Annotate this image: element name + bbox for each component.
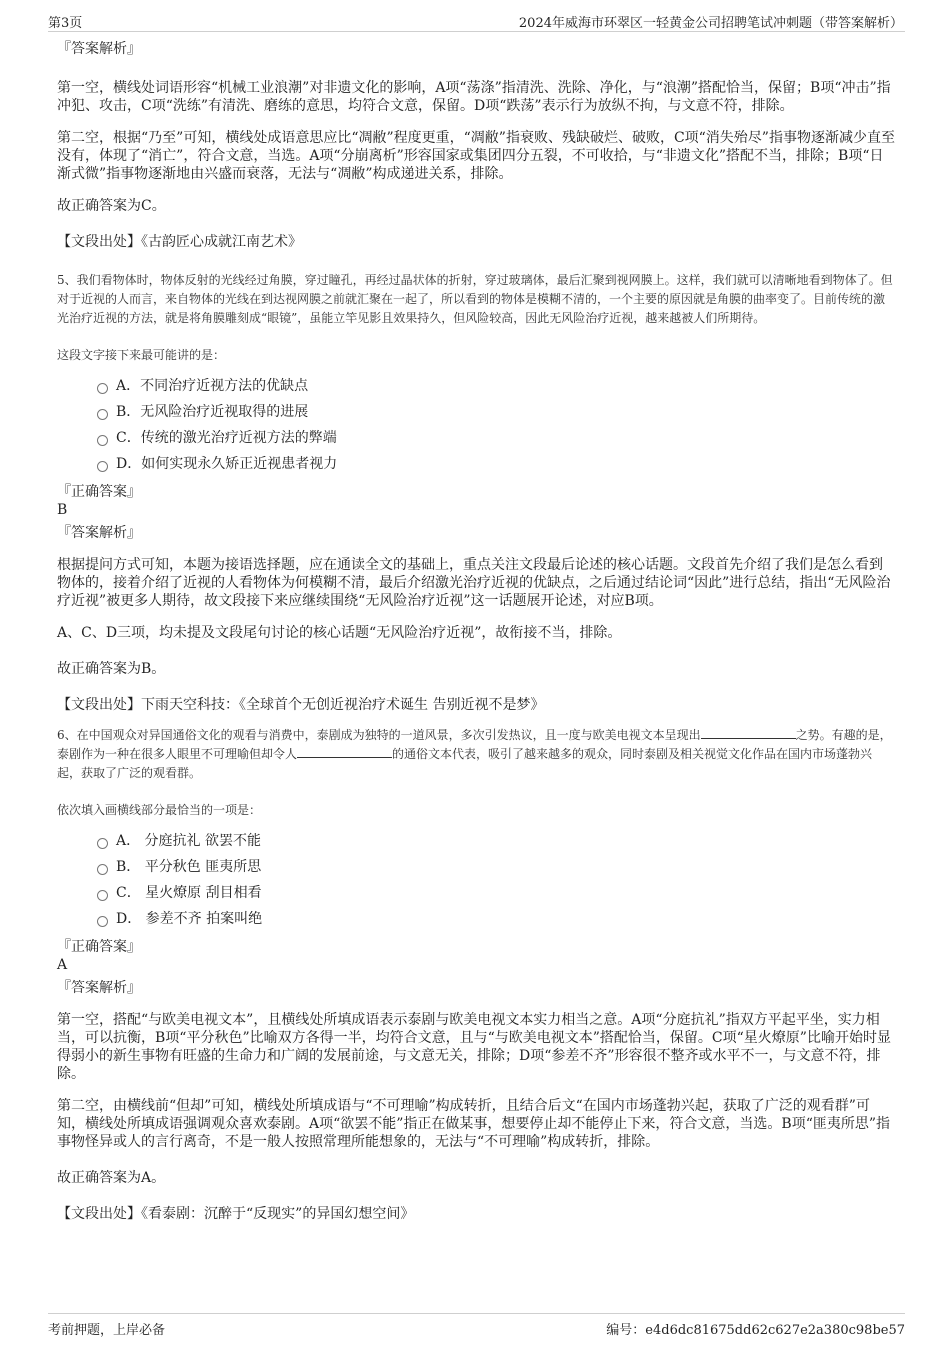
- question-prompt: 这段文字接下来最可能讲的是：: [57, 348, 226, 362]
- question-prompt: 依次填入画横线部分最恰当的一项是：: [57, 803, 262, 817]
- stem-text: 的通俗文本代表，吸引了越来越多的观众，同时泰剧及相关视觉文化作品在国内市场蓬勃兴起，获取了广泛的观看群。: [57, 747, 873, 780]
- option-c[interactable]: [97, 880, 895, 906]
- correct-answer-label: 『正确答案』: [57, 484, 141, 500]
- radio-button[interactable]: [97, 864, 108, 875]
- analysis-paragraph: 第一空，搭配“与欧美电视文本”，且横线处所填成语表示泰剧与欧美电视文本实力相当之意。A项“分庭抗礼”指双方平起平坐，实力相当，可以抗衡，B项“平分秋色”比喻双方各得一半，均符合文意，且与“与欧美电视文本”搭配恰当，保留。C项“星火燎原”比喻开始时显得弱小的新生事物有旺盛的生命力和广阔的发展前途，与文意无关，排除；D项“参差不齐”形容很不整齐或水平不一，与文意不符，排除。: [57, 1012, 891, 1082]
- option-a[interactable]: [97, 828, 895, 854]
- document-body: [57, 40, 895, 1237]
- question-stem: 5、我们看物体时，物体反射的光线经过角膜，穿过瞳孔，再经过晶状体的折射，穿过玻璃体，最后汇聚到视网膜上。这样，我们就可以清晰地看到物体了。但对于近视的人而言，来自物体的光线在到达视网膜之前就汇聚在一起了，所以看到的物体是模糊不清的，一个主要的原因就是角膜的曲率变了。目前传统的激光治疗近视的方法，就是将角膜雕刻成“眼镜”，虽能立竿见影且效果持久，但风险较高，因此无风险治疗近视，越来越被人们所期待。: [57, 273, 893, 325]
- page-number: 第3页: [48, 16, 83, 31]
- option-label: C． 星火燎原 刮目相看: [116, 885, 262, 901]
- header-divider: [48, 31, 905, 32]
- source-citation: 【文段出处】《看泰剧：沉醉于“反现实”的异国幻想空间》: [57, 1206, 415, 1222]
- stem-text: 之势。有趣的是，泰剧作为一种在很多人眼里不可理喻但却令人: [57, 728, 892, 761]
- option-list: [97, 373, 895, 477]
- analysis-paragraph: A、C、D三项，均未提及文段尾句讨论的核心话题“无风险治疗近视”，故衔接不当，排除。: [57, 625, 622, 641]
- option-d[interactable]: [97, 451, 895, 477]
- page-header: [0, 0, 950, 30]
- answer-conclusion: 故正确答案为C。: [57, 198, 166, 214]
- source-citation: 【文段出处】《古韵匠心成就江南艺术》: [57, 234, 302, 250]
- option-a[interactable]: [97, 373, 895, 399]
- radio-button[interactable]: [97, 383, 108, 394]
- radio-button[interactable]: [97, 409, 108, 420]
- analysis-paragraph: 第一空，横线处词语形容“机械工业浪潮”对非遗文化的影响，A项“荡涤”指清洗、洗除、净化，与“浪潮”搭配恰当，保留；B项“冲击”指冲犯、攻击，C项“洗练”有清洗、磨练的意思，均符合文意，保留。D项“跌荡”表示行为放纵不拘，与文意不符，排除。: [57, 80, 891, 114]
- option-label: C．传统的激光治疗近视方法的弊端: [116, 430, 337, 446]
- option-c[interactable]: [97, 425, 895, 451]
- radio-button[interactable]: [97, 435, 108, 446]
- document-title: 2024年威海市环翠区一轻黄金公司招聘笔试冲刺题（带答案解析）: [518, 16, 903, 31]
- document-id: 编号：e4d6dc81675dd62c627e2a380c98be57: [606, 1323, 905, 1338]
- analysis-label: 『答案解析』: [57, 980, 141, 996]
- footer-slogan: 考前押题，上岸必备: [48, 1323, 166, 1338]
- radio-button[interactable]: [97, 838, 108, 849]
- correct-answer: B: [57, 502, 68, 518]
- answer-conclusion: 故正确答案为A。: [57, 1170, 166, 1186]
- correct-answer-label: 『正确答案』: [57, 939, 141, 955]
- radio-button[interactable]: [97, 461, 108, 472]
- option-label: D． 参差不齐 拍案叫绝: [116, 911, 263, 927]
- analysis-label: 『答案解析』: [57, 525, 141, 541]
- option-label: B．无风险治疗近视取得的进展: [116, 404, 309, 420]
- option-b[interactable]: [97, 399, 895, 425]
- fill-blank: [297, 745, 392, 758]
- answer-conclusion: 故正确答案为B。: [57, 661, 166, 677]
- analysis-paragraph: 第二空，根据“乃至”可知，横线处成语意思应比“凋敝”程度更重，“凋敝”指衰败、残缺破烂、破败，C项“消失殆尽”指事物逐渐减少直至没有，体现了“消亡”，符合文意，当选。A项“分崩离析”形容国家或集团四分五裂，不可收拾，与“非遗文化”搭配不当，排除；B项“日渐式微”指事物逐渐地由兴盛而衰落，无法与“凋敝”构成递进关系，排除。: [57, 130, 895, 182]
- option-label: D．如何实现永久矫正近视患者视力: [116, 456, 338, 472]
- source-citation: 【文段出处】下雨天空科技：《全球首个无创近视治疗术诞生 告别近视不是梦》: [57, 697, 545, 713]
- analysis-label: 『答案解析』: [57, 41, 141, 57]
- analysis-paragraph: 根据提问方式可知，本题为接语选择题，应在通读全文的基础上，重点关注文段最后论述的核心话题。文段首先介绍了我们是怎么看到物体的，接着介绍了近视的人看物体为何模糊不清，最后介绍激光治疗近视的优缺点，之后通过结论词“因此”进行总结，指出“无风险治疗近视”被更多人期待，故文段接下来应继续围绕“无风险治疗近视”这一话题展开论述，对应B项。: [57, 557, 891, 609]
- option-label: A． 分庭抗礼 欲罢不能: [116, 833, 262, 849]
- stem-text: 6、在中国观众对异国通俗文化的观看与消费中，泰剧成为独特的一道风景，多次引发热议，且一度与欧美电视文本呈现出: [57, 728, 701, 742]
- radio-button[interactable]: [97, 890, 108, 901]
- radio-button[interactable]: [97, 916, 108, 927]
- correct-answer: A: [57, 957, 68, 973]
- option-label: B． 平分秋色 匪夷所思: [116, 859, 262, 875]
- option-label: A．不同治疗近视方法的优缺点: [116, 378, 309, 394]
- question-stem: [57, 726, 895, 783]
- analysis-paragraph: 第二空，由横线前“但却”可知，横线处所填成语与“不可理喻”构成转折，且结合后文“在国内市场蓬勃兴起，获取了广泛的观看群”可知，横线处所填成语强调观众喜欢泰剧。A项“欲罢不能”指正在做某事，想要停止却不能停止下来，符合文意，当选。B项“匪夷所思”指事物怪异或人的言行离奇，不是一般人按照常理所能想象的，无法与“不可理喻”构成转折，排除。: [57, 1098, 891, 1150]
- page-footer: [48, 1313, 905, 1338]
- option-list: [97, 828, 895, 932]
- option-d[interactable]: [97, 906, 895, 932]
- option-b[interactable]: [97, 854, 895, 880]
- fill-blank: [701, 726, 796, 739]
